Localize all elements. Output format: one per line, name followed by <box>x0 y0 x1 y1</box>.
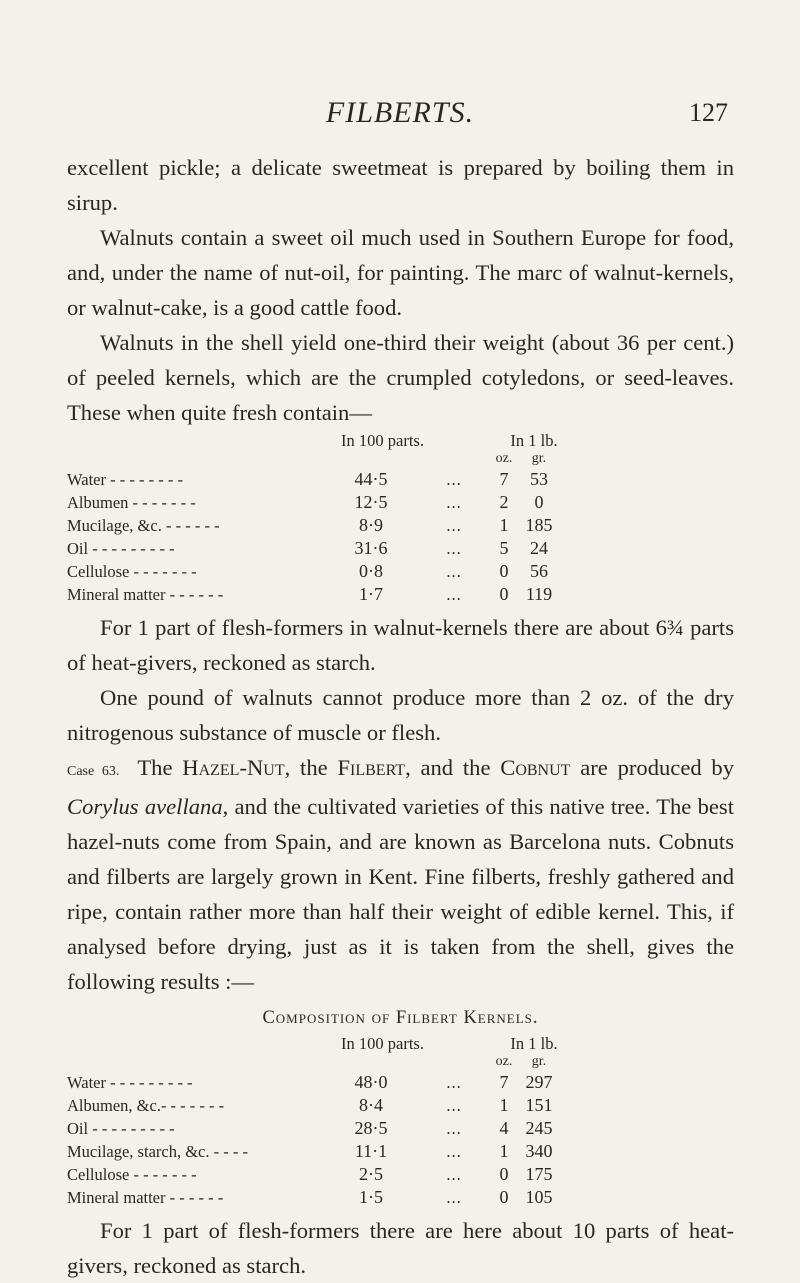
term-filbert: Filbert <box>337 755 406 780</box>
walnut-composition-table <box>67 432 565 606</box>
table-row <box>67 583 565 606</box>
column-header-1-lb: In 1 lb. <box>510 1034 558 1053</box>
row-label: Oil - - - - - - - - - <box>67 539 175 558</box>
table-row <box>67 1071 565 1094</box>
text-fragment: , and the cultivated varieties of this native tree. The best hazel-nuts come from Spain, and are known as Barcelona nuts. Cobnuts and filberts are largely grown in Kent. Fine filberts, freshly gathered and ripe, contain rather more than half their weight of edible kernel. This, if analysed before drying, just as it is taken from the shell, gives the following results :— <box>67 794 734 994</box>
row-dots: ... <box>446 470 462 489</box>
table-header-row <box>67 432 565 450</box>
row-oz: 1 <box>499 1141 509 1161</box>
paragraph-hazel-nut <box>67 750 734 999</box>
row-parts: 8·4 <box>359 1095 383 1115</box>
unit-oz: oz. <box>495 451 513 466</box>
table-row <box>67 1163 565 1186</box>
row-oz: 2 <box>499 492 509 512</box>
unit-gr: gr. <box>531 1054 547 1069</box>
row-gr: 151 <box>525 1095 553 1115</box>
row-parts: 11·1 <box>354 1141 388 1161</box>
latin-name: Corylus avellana <box>67 794 223 819</box>
page-body <box>67 150 734 1283</box>
case-number: Case 63. <box>67 764 120 779</box>
row-dots: ... <box>446 516 462 535</box>
row-label: Water - - - - - - - - - <box>67 1073 193 1092</box>
paragraph-filbert-ratio: For 1 part of flesh-formers there are here about 10 parts of heat-givers, reckoned as starch. <box>67 1218 734 1278</box>
row-label: Albumen, &c.- - - - - - - <box>67 1096 225 1115</box>
row-parts: 31·6 <box>354 538 388 558</box>
row-parts: 12·5 <box>354 492 388 512</box>
row-gr: 119 <box>525 584 553 604</box>
term-hazel-nut: Hazel-Nut <box>182 755 285 780</box>
text-fragment: , the <box>284 755 328 780</box>
row-dots: ... <box>446 493 462 512</box>
text-fragment: , and the <box>405 755 491 780</box>
row-parts: 28·5 <box>354 1118 388 1138</box>
row-parts: 1·7 <box>359 584 383 604</box>
row-parts: 48·0 <box>354 1072 388 1092</box>
row-oz: 0 <box>499 584 509 604</box>
table-row <box>67 1094 565 1117</box>
row-dots: ... <box>446 539 462 558</box>
row-gr: 53 <box>530 469 548 489</box>
row-label: Mineral matter - - - - - - <box>67 1188 224 1207</box>
row-dots: ... <box>446 1096 462 1115</box>
table-row <box>67 560 565 583</box>
row-parts: 44·5 <box>354 469 388 489</box>
row-gr: 105 <box>525 1187 553 1207</box>
row-gr: 340 <box>525 1141 553 1161</box>
running-title: FILBERTS. <box>325 96 475 129</box>
table-header-row <box>67 1035 565 1053</box>
paragraph-walnut-ratio: For 1 part of flesh-formers in walnut-kernels there are about 6¾ parts of heat-givers, reckoned as starch. <box>67 615 734 675</box>
row-dots: ... <box>446 1119 462 1138</box>
row-dots: ... <box>446 1073 462 1092</box>
column-header-1-lb: In 1 lb. <box>510 431 558 450</box>
table-row <box>67 1140 565 1163</box>
row-label: Cellulose - - - - - - - <box>67 562 197 581</box>
paragraph-pickle: excellent pickle; a delicate sweetmeat is prepared by boiling them in sirup. <box>67 155 734 215</box>
row-gr: 56 <box>530 561 548 581</box>
filbert-table-caption: Composition of Filbert Kernels. <box>262 1008 539 1028</box>
row-dots: ... <box>446 1188 462 1207</box>
row-gr: 24 <box>530 538 548 558</box>
paragraph-walnut-oil: Walnuts contain a sweet oil much used in Southern Europe for food, and, under the name of nut-oil, for painting. The marc of walnut-kernels, or walnut-cake, is a good cattle food. <box>67 225 734 320</box>
unit-oz: oz. <box>495 1054 513 1069</box>
column-header-100-parts: In 100 parts. <box>341 431 424 450</box>
row-parts: 8·9 <box>359 515 383 535</box>
row-gr: 245 <box>525 1118 553 1138</box>
row-oz: 0 <box>499 561 509 581</box>
row-oz: 0 <box>499 1187 509 1207</box>
row-label: Cellulose - - - - - - - <box>67 1165 197 1184</box>
row-dots: ... <box>446 562 462 581</box>
row-oz: 1 <box>499 515 509 535</box>
table-row <box>67 1117 565 1140</box>
row-label: Albumen - - - - - - - <box>67 493 196 512</box>
text-fragment: are produced by <box>570 755 735 780</box>
table-units-row <box>67 450 565 468</box>
page-header <box>0 96 800 136</box>
page-number: 127 <box>689 98 728 127</box>
row-parts: 0·8 <box>359 561 383 581</box>
row-gr: 0 <box>534 492 544 512</box>
paragraph-walnut-pound: One pound of walnuts cannot produce more than 2 oz. of the dry nitrogenous substance of muscle or flesh. <box>67 685 734 745</box>
row-oz: 0 <box>499 1164 509 1184</box>
row-label: Water - - - - - - - - <box>67 470 183 489</box>
unit-gr: gr. <box>531 451 547 466</box>
row-oz: 1 <box>499 1095 509 1115</box>
table-row <box>67 491 565 514</box>
term-cobnut: Cobnut <box>500 755 571 780</box>
row-gr: 175 <box>525 1164 553 1184</box>
row-dots: ... <box>446 1142 462 1161</box>
row-label: Oil - - - - - - - - - <box>67 1119 175 1138</box>
table-row <box>67 1186 565 1209</box>
row-oz: 4 <box>499 1118 509 1138</box>
row-parts: 2·5 <box>359 1164 383 1184</box>
row-label: Mucilage, &c. - - - - - - <box>67 516 220 535</box>
row-label: Mineral matter - - - - - - <box>67 585 224 604</box>
row-oz: 7 <box>499 469 509 489</box>
row-gr: 185 <box>525 515 553 535</box>
row-oz: 5 <box>499 538 509 558</box>
row-dots: ... <box>446 585 462 604</box>
filbert-composition-table <box>67 1035 565 1209</box>
row-dots: ... <box>446 1165 462 1184</box>
table-row <box>67 537 565 560</box>
column-header-100-parts: In 100 parts. <box>341 1034 424 1053</box>
row-gr: 297 <box>525 1072 553 1092</box>
row-parts: 1·5 <box>359 1187 383 1207</box>
table-row <box>67 468 565 491</box>
paragraph-walnut-kernels: Walnuts in the shell yield one-third their weight (about 36 per cent.) of peeled kernels, which are the crumpled cotyledons, or seed-leaves. These when quite fresh contain— <box>67 330 734 425</box>
row-oz: 7 <box>499 1072 509 1092</box>
row-label: Mucilage, starch, &c. - - - - <box>67 1142 248 1161</box>
table-row <box>67 514 565 537</box>
table-units-row <box>67 1053 565 1071</box>
text-fragment: The <box>137 755 173 780</box>
